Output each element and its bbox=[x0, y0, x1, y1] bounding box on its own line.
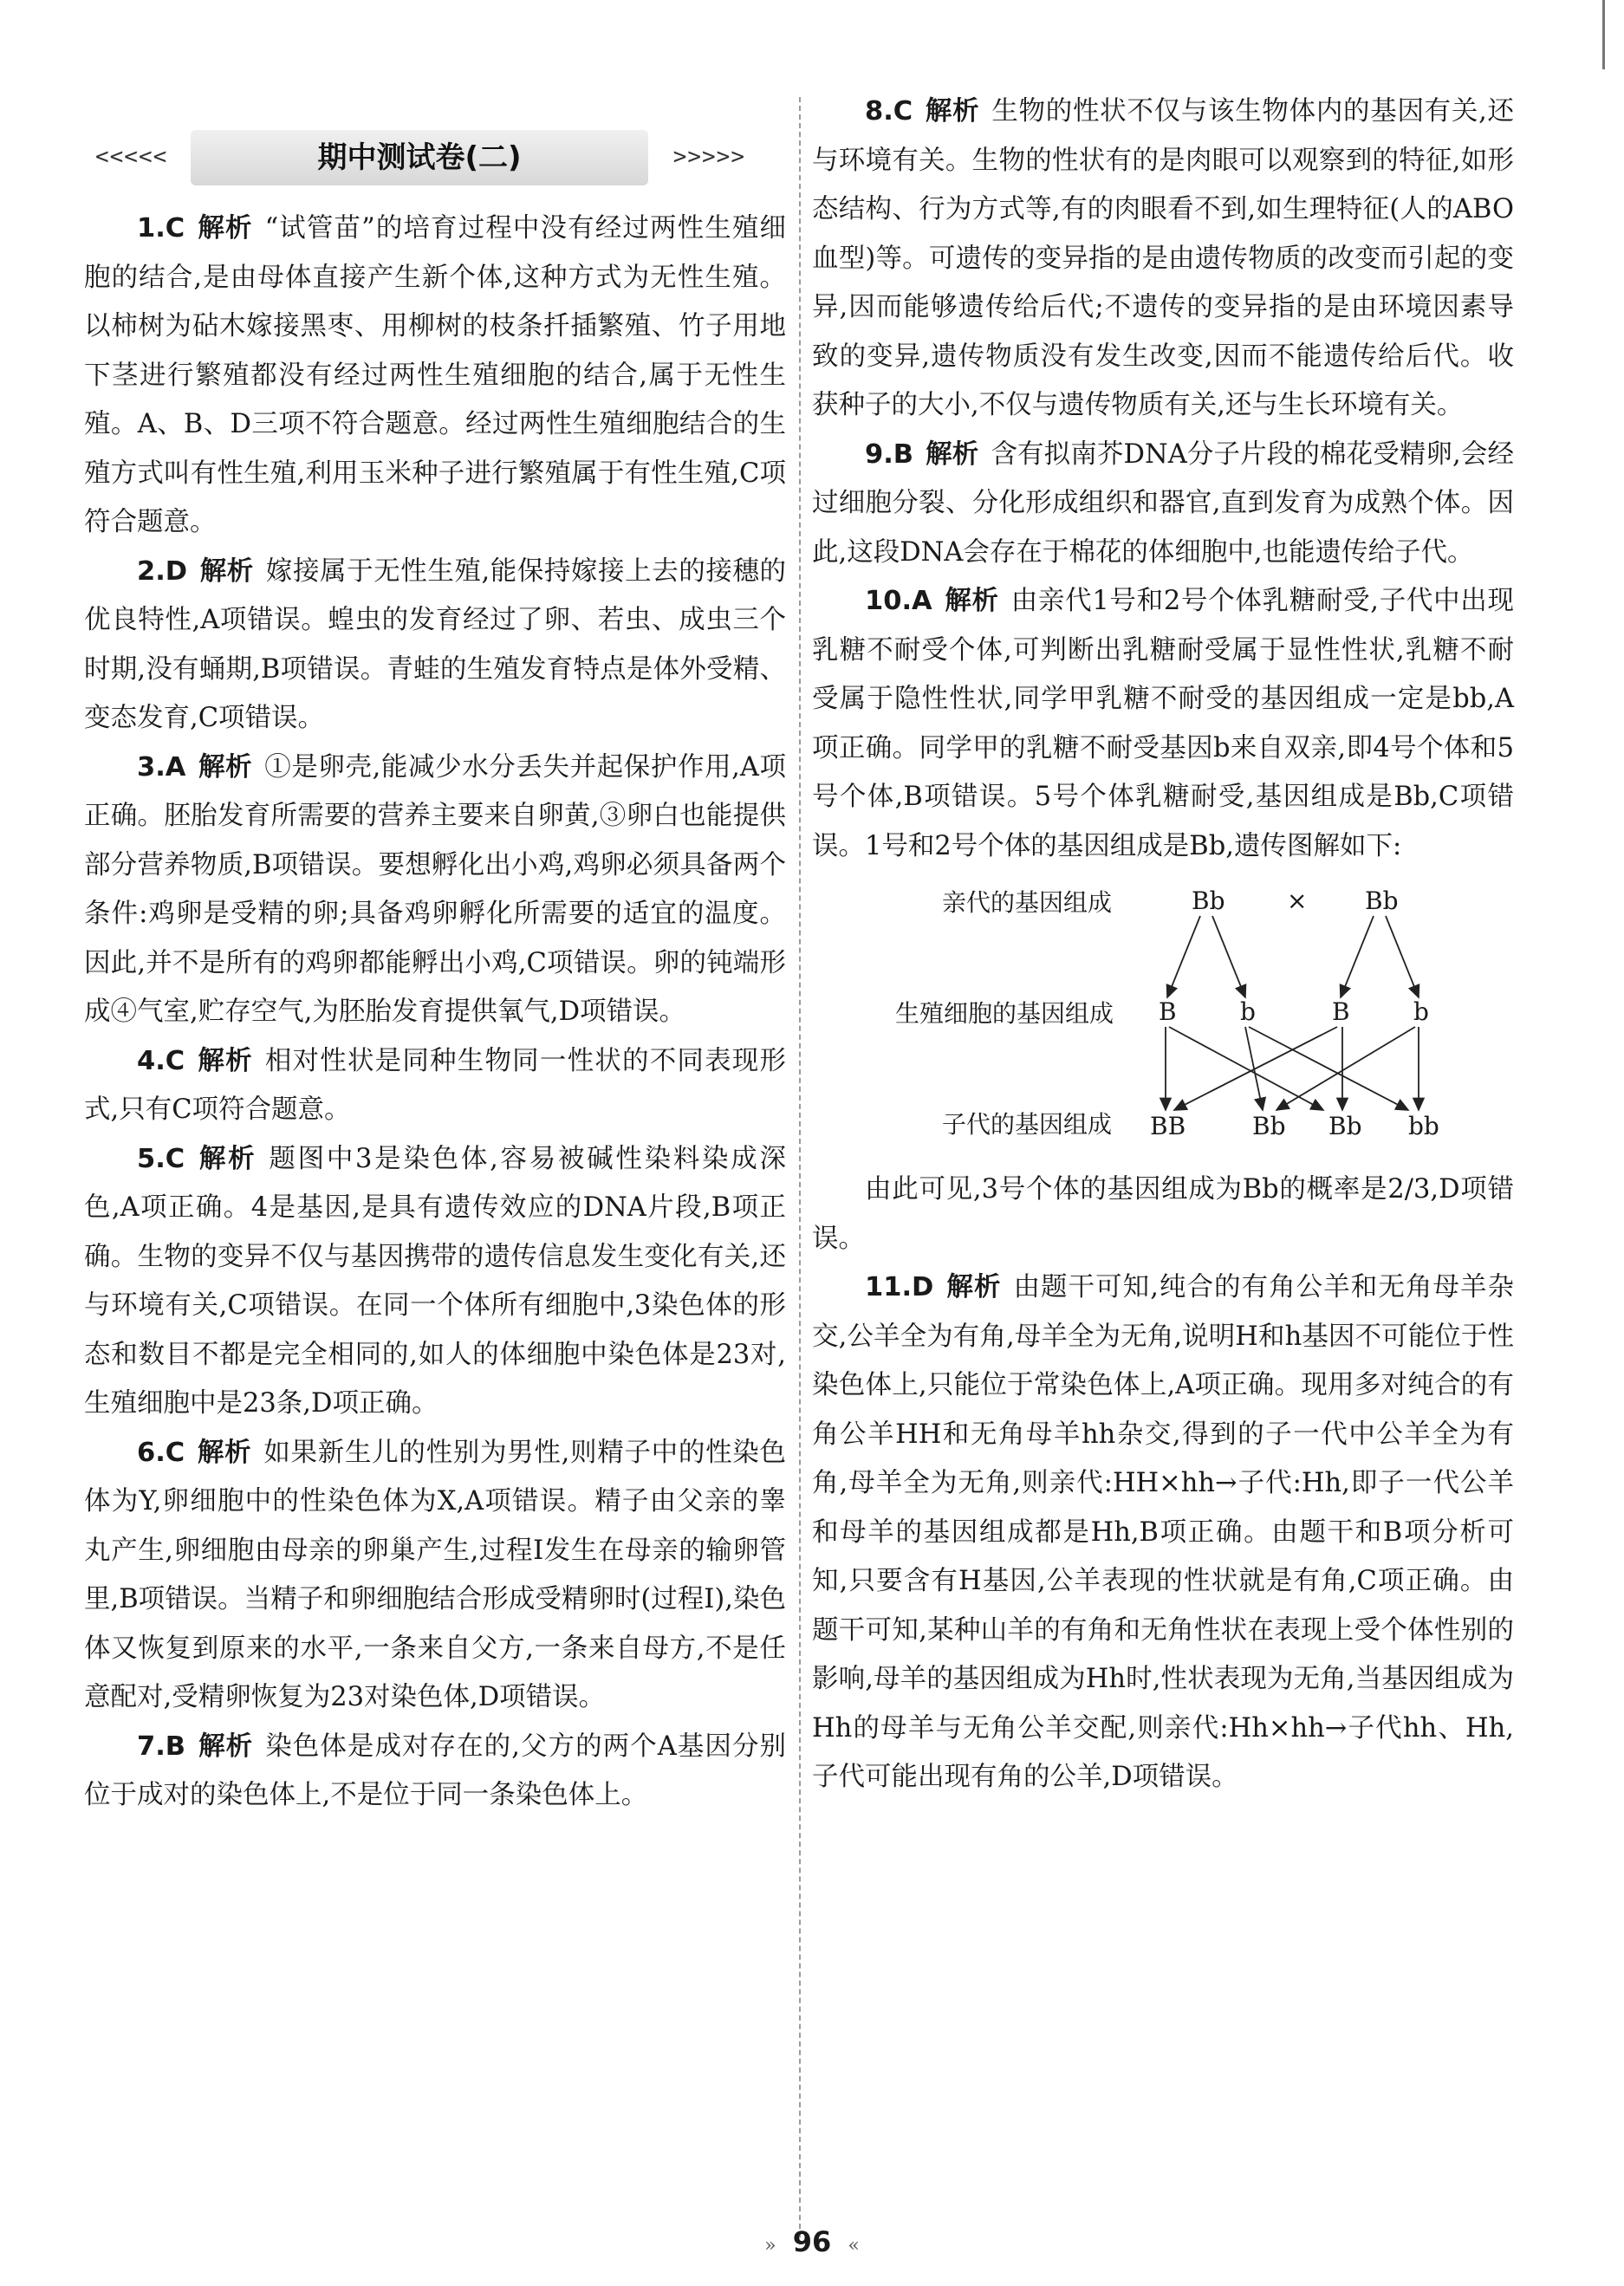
question-number: 10.A bbox=[865, 586, 932, 616]
label-gamete-genotype: 生殖细胞的基因组成 bbox=[895, 999, 1114, 1028]
arrow-p2-g3 bbox=[1341, 916, 1374, 997]
question-number: 6.C bbox=[137, 1437, 185, 1468]
arrow-g3-o1 bbox=[1174, 1027, 1337, 1110]
question-number: 4.C bbox=[137, 1045, 185, 1076]
answer-text: 如果新生儿的性别为男性,则精子中的性染色体为Y,卵细胞中的性染色体为X,A项错误。精子由父亲的睾丸产生,卵细胞由母亲的卵巢产生,过程Ⅰ发生在母亲的输卵管里,B项错误。当精子和卵细胞结合形成受精卵时(过程Ⅰ),染色体又恢复到原来的水平,一条来自父方,一条来自母方,不是任意配对,受精卵恢复为23对染色体,D项错误。 bbox=[84, 1437, 787, 1712]
answer-item bbox=[84, 1429, 786, 1723]
answer-text: 含有拟南芥DNA分子片段的棉花受精卵,会经过细胞分裂、分化形成组织和器官,直到发育为成熟个体。因此,这段DNA会存在于棉花的体细胞中,也能遗传给子代。 bbox=[812, 438, 1514, 568]
gamete-1: B bbox=[1159, 997, 1177, 1026]
question-number: 7.B bbox=[137, 1731, 186, 1762]
parent-genotype-1: Bb bbox=[1192, 886, 1225, 915]
gamete-2: b bbox=[1240, 997, 1256, 1026]
analysis-tag: 解析 bbox=[945, 1272, 1002, 1302]
answer-item bbox=[812, 1263, 1514, 1802]
left-column bbox=[84, 205, 786, 1821]
analysis-tag: 解析 bbox=[199, 555, 254, 587]
answer-item bbox=[812, 577, 1514, 871]
header-arrows-left: <<<<< bbox=[95, 144, 168, 170]
arrow-p1-g2 bbox=[1212, 916, 1245, 997]
answer-text: ①是卵壳,能减少水分丢失并起保护作用,A项正确。胚胎发育所需要的营养主要来自卵黄,③卵白也能提供部分营养物质,B项错误。要想孵化出小鸡,鸡卵必须具备两个条件:鸡卵是受精的卵;具备鸡卵孵化所需要的适宜的温度。因此,并不是所有的鸡卵都能孵出小鸡,C项错误。卵的钝端形成④气室,贮存空气,为胚胎发育提供氧气,D项错误。 bbox=[84, 751, 786, 1027]
answer-text: 嫁接属于无性生殖,能保持嫁接上去的接穗的优良特性,A项错误。蝗虫的发育经过了卵、若虫、成虫三个时期,没有蛹期,B项错误。青蛙的生殖发育特点是体外受精、变态发育,C项错误。 bbox=[84, 555, 786, 733]
question-number: 11.D bbox=[865, 1272, 934, 1302]
question-number: 2.D bbox=[137, 555, 188, 587]
label-offspring-genotype: 子代的基因组成 bbox=[942, 1110, 1113, 1139]
answer-item bbox=[812, 1166, 1514, 1263]
arrow-p2-g4 bbox=[1386, 916, 1419, 997]
genetic-cross-diagram bbox=[812, 876, 1514, 1162]
answer-text: “试管苗”的培育过程中没有经过两性生殖细胞的结合,是由母体直接产生新个体,这种方式为无性生殖。以柿树为砧木嫁接黑枣、用柳树的枝条扦插繁殖、竹子用地下茎进行繁殖都没有经过两性生殖细胞的结合,属于无性生殖。A、B、D三项不符合题意。经过两性生殖细胞结合的生殖方式叫有性生殖,利用玉米种子进行繁殖属于有性生殖,C项符合题意。 bbox=[84, 213, 786, 537]
answer-text: 染色体是成对存在的,父方的两个A基因分别位于成对的染色体上,不是位于同一条染色体上。 bbox=[84, 1731, 786, 1810]
question-number: 9.B bbox=[865, 438, 914, 470]
cross-symbol: × bbox=[1287, 886, 1308, 915]
answer-text: 由题干可知,纯合的有角公羊和无角母羊杂交,公羊全为有角,母羊全为无角,说明H和h基因不可能位于性染色体上,只能位于常染色体上,A项正确。现用多对纯合的有角公羊HH和无角母羊hh杂交,得到的子一代中公羊全为有角,母羊全为无角,则亲代:HH×hh→子代:Hh,即子一代公羊和母羊的基因组成都是Hh,B项正确。由题干和B项分析可知,只要含有H基因,公羊表现的性状就是有角,C项正确。由题干可知,某种山羊的有角和无角性状在表现上受个体性别的影响,母羊的基因组成为Hh时,性状表现为无角,当基因组成为Hh的母羊与无角公羊交配,则亲代:Hh×hh→子代hh、Hh,子代可能出现有角的公羊,D项错误。 bbox=[812, 1272, 1514, 1792]
answer-item bbox=[84, 1135, 786, 1429]
offspring-4: bb bbox=[1408, 1112, 1439, 1140]
answer-item bbox=[84, 548, 786, 744]
arrow-g4-o2 bbox=[1276, 1027, 1415, 1110]
analysis-tag: 解析 bbox=[197, 1143, 257, 1174]
analysis-tag: 解析 bbox=[925, 96, 980, 127]
gamete-4: b bbox=[1413, 997, 1429, 1026]
header-arrows-right: >>>>> bbox=[672, 144, 745, 170]
offspring-1: BB bbox=[1150, 1112, 1186, 1140]
question-number: 5.C bbox=[137, 1143, 185, 1174]
arrow-p1-g1 bbox=[1167, 916, 1200, 997]
footer-left-mark: » bbox=[764, 2235, 776, 2257]
right-items-before bbox=[812, 88, 1514, 871]
section-header bbox=[95, 130, 745, 185]
arrow-g1-o3 bbox=[1169, 1027, 1323, 1110]
analysis-tag: 解析 bbox=[197, 1437, 252, 1468]
analysis-tag: 解析 bbox=[197, 1045, 253, 1076]
answer-item bbox=[84, 205, 786, 548]
answer-item bbox=[84, 1037, 786, 1135]
arrow-g2-o2 bbox=[1245, 1027, 1263, 1110]
answer-text: 由此可见,3号个体的基因组成为Bb的概率是2/3,D项错误。 bbox=[812, 1174, 1514, 1254]
label-parent-genotype: 亲代的基因组成 bbox=[942, 888, 1113, 917]
column-divider bbox=[799, 97, 801, 2237]
answer-text: 生物的性状不仅与该生物体内的基因有关,还与环境有关。生物的性状有的是肉眼可以观察到的特征,如形态结构、行为方式等,有的肉眼看不到,如生理特征(人的ABO血型)等。可遗传的变异指的是由遗传物质的改变而引起的变异,因而能够遗传给后代;不遗传的变异指的是由环境因素导致的变异,遗传物质没有发生改变,因而不能遗传给后代。收获种子的大小,不仅与遗传物质有关,还与生长环境有关。 bbox=[812, 96, 1515, 420]
page-footer bbox=[0, 2225, 1624, 2258]
question-number: 3.A bbox=[137, 751, 186, 783]
analysis-tag: 解析 bbox=[944, 586, 999, 616]
footer-right-mark: « bbox=[848, 2235, 860, 2257]
parent-genotype-2: Bb bbox=[1365, 886, 1399, 915]
page-title: 期中测试卷(二) bbox=[191, 130, 648, 185]
answer-text: 相对性状是同种生物同一性状的不同表现形式,只有C项符合题意。 bbox=[84, 1045, 787, 1125]
gamete-3: B bbox=[1332, 997, 1350, 1026]
answer-item bbox=[812, 88, 1514, 431]
question-number: 8.C bbox=[865, 96, 913, 127]
answer-text: 由亲代1号和2号个体乳糖耐受,子代中出现乳糖不耐受个体,可判断出乳糖耐受属于显性性状,乳糖不耐受属于隐性性状,同学甲乳糖不耐受的基因组成一定是bb,A项正确。同学甲的乳糖不耐受基因b来自双亲,即4号个体和5号个体,B项错误。5号个体乳糖耐受,基因组成是Bb,C项错误。1号和2号个体的基因组成是Bb,遗传图解如下: bbox=[812, 586, 1514, 861]
analysis-tag: 解析 bbox=[198, 751, 253, 783]
analysis-tag: 解析 bbox=[197, 213, 253, 244]
right-items-after bbox=[812, 1166, 1514, 1802]
analysis-tag: 解析 bbox=[198, 1731, 254, 1762]
answer-text: 题图中3是染色体,容易被碱性染料染成深色,A项正确。4是基因,是具有遗传效应的DNA片段,B项正确。生物的变异不仅与基因携带的遗传信息发生变化有关,还与环境有关,C项错误。在同一个体所有细胞中,3染色体的形态和数目不都是完全相同的,如人的体细胞中染色体是23对,生殖细胞中是23条,D项正确。 bbox=[84, 1143, 786, 1419]
question-number: 1.C bbox=[137, 213, 185, 244]
answer-item bbox=[812, 431, 1514, 578]
offspring-3: Bb bbox=[1328, 1112, 1362, 1140]
arrow-g2-o4 bbox=[1249, 1027, 1408, 1110]
page-edge-line bbox=[1602, 0, 1605, 69]
answer-item bbox=[84, 1723, 786, 1821]
analysis-tag: 解析 bbox=[926, 438, 979, 470]
page-number: 96 bbox=[792, 2225, 832, 2258]
answer-item bbox=[84, 744, 786, 1037]
offspring-2: Bb bbox=[1252, 1112, 1286, 1140]
right-column bbox=[812, 88, 1514, 1802]
